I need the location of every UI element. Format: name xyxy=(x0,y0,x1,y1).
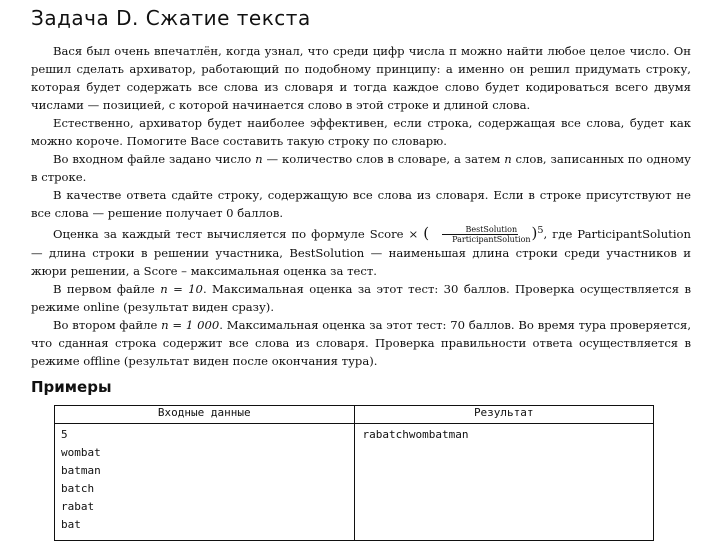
text-segment: . Максимальная оценка за этот тест: xyxy=(202,282,444,297)
text-segment: Оценка за каждый тест вычисляется по формуле Score × xyxy=(53,226,424,241)
problem-title: Задача D. Сжатие текста xyxy=(31,6,311,30)
math-n-value: n = 10 xyxy=(160,282,203,297)
input-line: batman xyxy=(61,464,101,477)
header-output: Результат xyxy=(354,406,654,424)
input-line: wombat xyxy=(61,446,101,459)
fraction-numerator: BestSolution xyxy=(442,225,518,235)
output-line: rabatchwombatman xyxy=(362,428,469,441)
text-segment: , где ParticipantSolution — длина строки в решении участника, BestSolution — наименьшая длина строки среди участников и жюри решении, а Score – максимальная оценка за тест. xyxy=(31,226,691,279)
input-line: batch xyxy=(61,482,95,495)
paragraph-goal: Естественно, архиватор будет наиболее эффективен, если строка, содержащая все слова, будет как можно короче. Помогите Васе составить такую строку по словарю. xyxy=(31,116,691,148)
text-segment: В первом файле xyxy=(53,282,161,297)
problem-statement xyxy=(31,42,691,370)
paragraph-intro: Вася был очень впечатлён, когда узнал, что среди цифр числа π можно найти любое целое число. Он решил сделать архиватор, работающий по подобному принципу: а именно он решил придумать строку, которая будет содержать все слова из словаря и тогда каждое слово будет кодироваться всего двумя числами — позицией, с которой начинается слово в этой строке и длиной слова. xyxy=(31,44,691,112)
paragraph-input xyxy=(31,150,691,186)
math-n: n xyxy=(255,152,263,166)
paragraph-file2 xyxy=(31,316,691,370)
text-segment: баллов. Во время тура проверяется, что сданная строка содержит все слова из словаря. Проверка правильности ответа осуществляется в режиме offline (результат виден после окончания тура). xyxy=(31,318,691,369)
text-segment: Во входном файле задано число xyxy=(53,152,256,166)
examples-heading: Примеры xyxy=(31,378,112,396)
text-segment: Во втором файле xyxy=(53,318,162,333)
paragraph-answer: В качестве ответа сдайте строку, содержащую все слова из словаря. Если в строке присутствуют не все слова — решение получает 0 баллов. xyxy=(31,188,691,220)
text-segment: слов, записанных по одному в строке. xyxy=(31,152,691,184)
input-line: rabat xyxy=(61,500,95,513)
paragraph-scoring: Оценка за каждый тест вычисляется по формуле Score × ( $\frac{\text{BestSolution}}{\text{ParticipantSolution}}$ )$^5$, где ParticipantSolution — длина строки в решении участника, BestSolution — наименьшая длина строки среди участников и жюри решении, а Score – максимальная оценка за тест. xyxy=(31,223,691,279)
input-line: bat xyxy=(61,518,81,531)
table-row xyxy=(55,424,654,541)
fraction-power: 5 xyxy=(537,225,544,236)
paragraph-file1 xyxy=(31,280,691,316)
score-value: 70 xyxy=(450,318,466,333)
math-n-value: n = 1 000 xyxy=(161,318,220,333)
table-header-row xyxy=(55,406,654,424)
examples-table xyxy=(54,405,654,541)
text-segment: — количество слов в словаре, а затем xyxy=(262,152,505,166)
fraction-denominator: ParticipantSolution xyxy=(452,235,531,245)
score-value: 30 xyxy=(443,282,459,297)
text-segment: баллов. Проверка осуществляется в режиме online (результат виден сразу). xyxy=(31,282,691,315)
input-cell xyxy=(55,424,355,541)
header-input: Входные данные xyxy=(55,406,355,424)
math-n: n xyxy=(504,152,512,166)
input-line: 5 xyxy=(61,428,68,441)
score-fraction xyxy=(430,225,530,244)
text-segment: . Максимальная оценка за этот тест: xyxy=(219,318,451,333)
output-cell xyxy=(354,424,654,541)
